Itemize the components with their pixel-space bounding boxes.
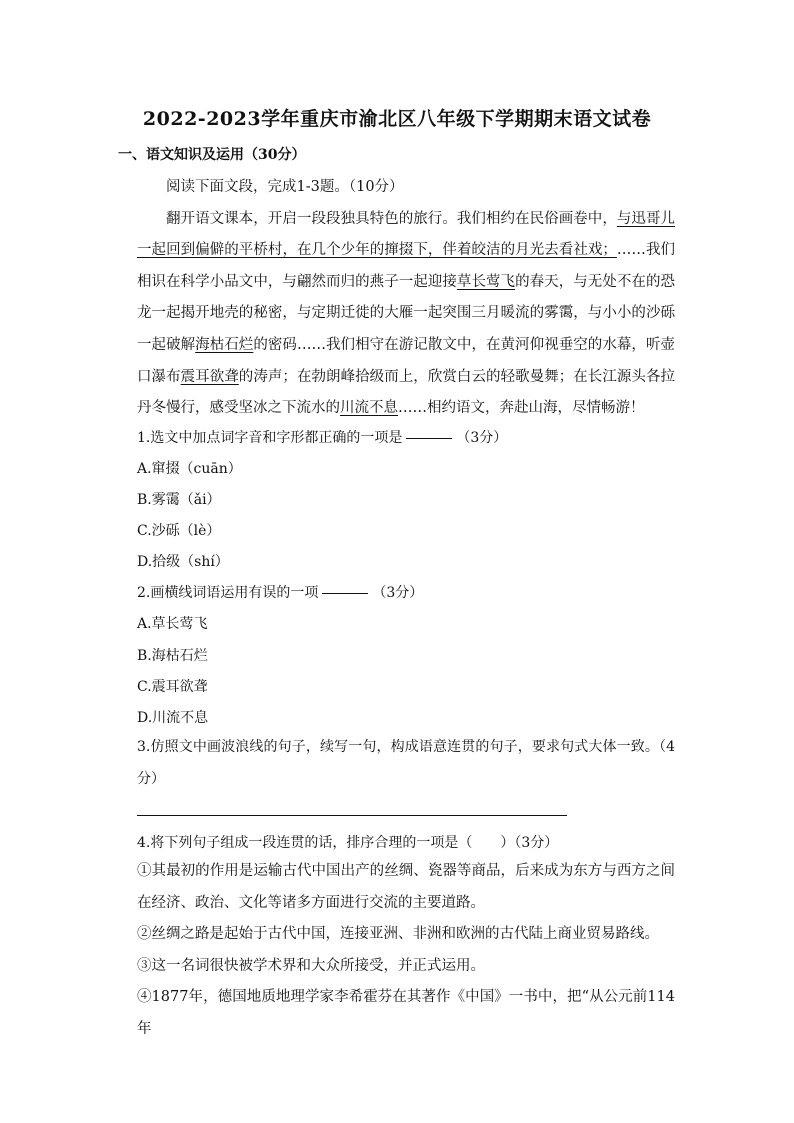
underlined-word: 草长莺飞 xyxy=(456,273,516,290)
underlined-word: 川流不息 xyxy=(340,400,398,417)
passage-paragraph: 翻开语文课本，开启一段段独具特色的旅行。我们相约在民俗画卷中，与迅哥儿一起回到偏僻的平桥村，在几个少年的撺掇下，伴着皎洁的月光去看社戏；……我们相识在科学小品文中，与翩然而归的燕子一起迎接草长莺飞的春天，与无处不在的恐龙一起揭开地壳的秘密，与定期迁徙的大雁一起突围三月暖流的雾霭，与小小的沙砾一起破解海枯石烂的密码……我们相守在游记散文中，在黄河仰视垂空的水幕，听壶口瀑布震耳欲聋的涛声；在勃朗峰拾级而上，欣赏白云的轻歌曼舞；在长江源头各拉丹冬慢行，感受坚冰之下流水的川流不息……相约语文，奔赴山海，尽情畅游！ xyxy=(137,210,676,417)
question-4: 4.将下列句子组成一段连贯的话，排序合理的一项是（ ）（3分） xyxy=(137,835,559,851)
question-1: 1.选文中加点词字音和字形都正确的一项是 （3分） xyxy=(137,430,508,446)
underlined-word: 震耳欲聋 xyxy=(180,368,239,385)
q4-item: ④1877年，德国地质地理学家李希霍芬在其著作《中国》一书中，把“从公元前114年 xyxy=(137,989,675,1037)
q1-option: C.沙砾（lè） xyxy=(137,523,221,539)
q2-option: C.震耳欲聋 xyxy=(137,679,208,695)
q1-option: D.拾级（shí） xyxy=(137,554,229,570)
answer-blank[interactable] xyxy=(322,593,368,594)
question-3: 3.仿照文中画波浪线的句子，续写一句，构成语意连贯的句子，要求句式大体一致。（4分） xyxy=(137,739,675,787)
exam-title: 2022-2023学年重庆市渝北区八年级下学期期末语文试卷 xyxy=(142,108,652,130)
reading-intro: 阅读下面文段，完成1-3题。（10分） xyxy=(166,179,404,195)
q2-option: D.川流不息 xyxy=(137,710,209,726)
section-heading: 一、语文知识及运用（30分） xyxy=(118,147,306,163)
question-2: 2.画横线词语运用有误的一项 （3分） xyxy=(137,585,424,601)
q4-sentences xyxy=(137,856,675,1046)
q2-option: A.草长莺飞 xyxy=(137,616,208,632)
q1-option: A.窜掇（cuān） xyxy=(137,461,242,477)
reading-passage xyxy=(137,172,675,425)
answer-blank[interactable] xyxy=(406,438,452,439)
answer-line[interactable] xyxy=(137,815,567,816)
q4-item: ③这一名词很快被学术界和大众所接受，并正式运用。 xyxy=(137,957,485,974)
q4-item: ①其最初的作用是运输古代中国出产的丝绸、瓷器等商品，后来成为东方与西方之间在经济、政治、文化等诸多方面进行交流的主要道路。 xyxy=(137,863,675,911)
q1-option: B.雾霭（ǎi） xyxy=(137,492,221,508)
wavy-sentence: 与迅哥儿一起回到偏僻的平桥村，在几个少年的撺掇下，伴着皎洁的月光去看社戏； xyxy=(137,210,676,259)
q2-option: B.海枯石烂 xyxy=(137,648,208,664)
q4-item: ②丝绸之路是起始于古代中国，连接亚洲、非洲和欧洲的古代陆上商业贸易路线。 xyxy=(137,926,659,943)
underlined-word: 海枯石烂 xyxy=(195,336,254,353)
